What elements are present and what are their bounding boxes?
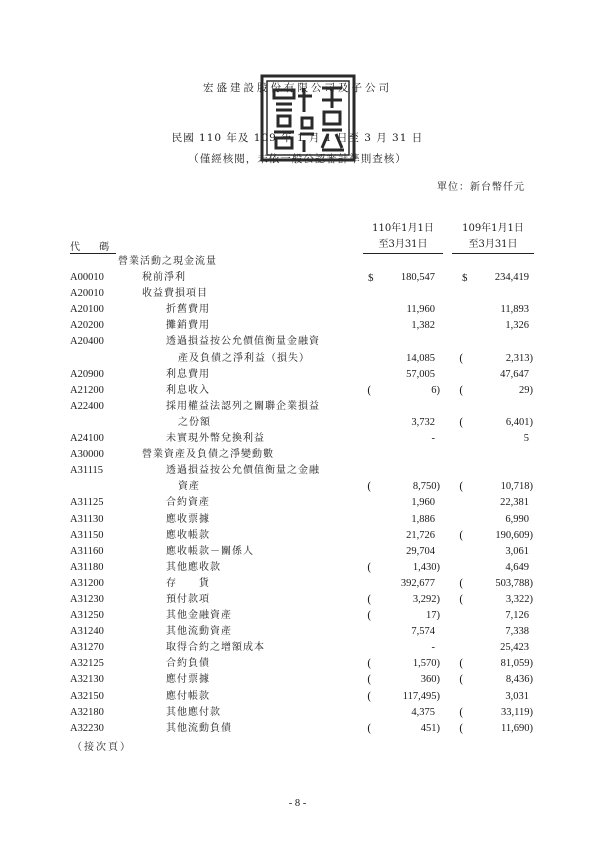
table-row [0,334,595,350]
account-label: 產及負債之淨利益（損失） [178,352,310,364]
negative-paren: ( [367,609,372,623]
account-code: A20010 [70,288,104,300]
negative-paren: ( [459,705,464,719]
account-label: 其他流動負債 [166,722,232,734]
amount-2020: 47,647 [500,368,529,380]
table-row [0,351,595,367]
table-row [0,560,595,576]
account-label: 稅前淨利 [142,272,186,284]
amount-2020: 7,126 [505,610,529,622]
account-code: A31180 [70,561,104,573]
table-row [0,495,595,511]
table-row [0,705,595,721]
table-row [0,302,595,318]
continued-note: （接次頁） [72,742,132,753]
negative-paren: ( [459,592,464,606]
table-row [0,528,595,544]
amount-2020: 8,436) [505,674,533,686]
account-code: A20900 [70,368,104,380]
negative-paren: ( [459,383,464,397]
account-label: 存 貨 [166,577,210,589]
review-note: （僅經核閱，未依一般公認審計準則查核） [188,153,407,165]
page-number: - 8 - [288,798,307,809]
account-code: A31250 [70,610,104,622]
account-code: A30000 [70,449,104,461]
amount-2021: 1,382 [411,320,435,332]
negative-paren: ( [459,721,464,735]
amount-2021: 11,960 [406,304,435,316]
table-row [0,415,595,431]
amount-2021: 3,732 [411,416,435,428]
account-label: 合約負債 [166,658,210,670]
account-code: A31125 [70,497,104,509]
table-row [0,286,595,302]
table-row [0,431,595,447]
column-header-2021-line1: 110年1月1日 [372,223,434,234]
account-label: 應收帳款－關係人 [166,545,254,557]
code-column-header: 代 碼 [70,242,118,253]
amount-2021: 21,726 [406,529,435,541]
column-header-2021 [363,221,443,253]
table-row [0,254,595,270]
account-label: 合約資產 [166,497,210,509]
report-period: 民國 110 年及 109 年 1 月 1 日至 3 月 31 日 [171,132,424,144]
column-header-2021-line2: 至3月31日 [378,239,428,250]
amount-2020: 29) [519,384,533,396]
account-code: A32130 [70,674,104,686]
account-code: A31240 [70,626,104,638]
negative-paren: ( [459,480,464,494]
negative-paren: ( [367,673,372,687]
account-label: 之份額 [178,416,211,428]
amount-2021: 17) [426,610,440,622]
amount-2021: 1,886 [411,513,435,525]
table-row [0,721,595,737]
column-header-2020-line2: 至3月31日 [468,239,518,250]
account-code: A20400 [70,336,104,348]
negative-paren: ( [459,673,464,687]
table-row [0,463,595,479]
account-code: A31130 [70,513,104,525]
account-label: 其他金融資產 [166,610,232,622]
amount-2021: 7,574 [411,626,435,638]
table-row [0,592,595,608]
account-code: A31270 [70,642,104,654]
table-row [0,479,595,495]
amount-2021: 4,375 [411,706,435,718]
amount-2020: 6,990 [505,513,529,525]
negative-paren: ( [459,657,464,671]
currency-unit: 單位：新台幣仟元 [437,182,525,193]
amount-2021: 6) [431,384,440,396]
account-label: 應付帳款 [166,690,210,702]
amount-2020: 11,893 [500,304,529,316]
account-code: A20100 [70,304,104,316]
account-label: 資產 [178,481,200,493]
amount-2020: 10,718) [500,481,533,493]
amount-2021: 180,547 [400,272,435,284]
amount-2021: 392,677 [400,577,435,589]
account-label: 利息收入 [166,384,210,396]
account-label: 攤銷費用 [166,320,210,332]
column-header-2020 [452,221,534,253]
company-seal-stamp [258,72,358,164]
account-label: 應付票據 [166,674,210,686]
amount-2020: 1,326 [505,320,529,332]
table-row [0,576,595,592]
account-code: A22400 [70,400,104,412]
company-name: 宏盛建設股份有限公司及子公司 [203,82,392,94]
account-label: 未實現外幣兌換利益 [166,433,265,445]
account-code: A31160 [70,545,104,557]
amount-2021: 8,750) [412,481,440,493]
table-row [0,608,595,624]
account-label: 應收帳款 [166,529,210,541]
negative-paren: ( [367,657,372,671]
account-code: A31150 [70,529,104,541]
amount-2021: 117,495) [402,690,440,702]
account-label: 營業活動之現金流量 [118,256,217,267]
amount-2020: 3,322) [505,593,533,605]
table-row [0,270,595,286]
account-code: A31230 [70,593,104,605]
table-row [0,383,595,399]
amount-2020: 25,423 [500,642,529,654]
amount-2021: 1,430) [412,561,440,573]
account-code: A32230 [70,722,104,734]
account-code: A00010 [70,272,104,284]
amount-2020: 3,031 [505,690,529,702]
amount-2021: 1,570) [412,658,440,670]
account-code: A32180 [70,706,104,718]
negative-paren: ( [367,721,372,735]
cash-flow-table [0,254,595,737]
negative-paren: ( [367,560,372,574]
account-code: A20200 [70,320,104,332]
negative-paren: ( [459,576,464,590]
account-code: A24100 [70,433,104,445]
amount-2021: 14,085 [406,352,435,364]
amount-2020: 81,059) [500,658,533,670]
account-label: 折舊費用 [166,304,210,316]
negative-paren: ( [367,592,372,606]
account-code: A31200 [70,577,104,589]
amount-2020: 33,119) [501,706,533,718]
amount-2021: 1,960 [411,497,435,509]
amount-2020: 11,690) [501,722,533,734]
negative-paren: ( [459,415,464,429]
table-row [0,447,595,463]
table-row [0,624,595,640]
amount-2020: 2,313) [505,352,533,364]
amount-2020: 22,381 [500,497,529,509]
account-label: 其他流動資產 [166,626,232,638]
account-label: 收益費損項目 [142,288,208,300]
amount-2020: 4,649 [505,561,529,573]
table-row [0,544,595,560]
table-row [0,399,595,415]
account-label: 其他應收款 [166,561,221,573]
table-row [0,689,595,705]
amount-2021: 57,005 [406,368,435,380]
currency-symbol: $ [368,272,374,285]
amount-2021: 29,704 [406,545,435,557]
table-row [0,512,595,528]
account-label: 透過損益按公允價值衡量之金融 [166,465,320,477]
amount-2020: 234,419 [494,272,529,284]
amount-2020: 6,401) [505,416,533,428]
account-label: 營業資產及負債之淨變動數 [142,449,274,461]
amount-2021: 451) [420,722,440,734]
amount-2021: 3,292) [412,593,440,605]
account-code: A21200 [70,384,104,396]
amount-2021: 360) [420,674,440,686]
amount-2021: - [431,642,435,654]
amount-2020: 3,061 [505,545,529,557]
amount-2020: 190,609) [495,529,533,541]
negative-paren: ( [459,351,464,365]
negative-paren: ( [367,689,372,703]
account-label: 透過損益按公允價值衡量金融資 [166,336,320,348]
column-header-2020-line1: 109年1月1日 [462,223,524,234]
account-label: 其他應付款 [166,706,221,718]
account-code: A32125 [70,658,104,670]
account-label: 應收票據 [166,513,210,525]
account-code: A32150 [70,690,104,702]
currency-symbol: $ [462,272,468,285]
amount-2020: 7,338 [505,626,529,638]
account-code: A31115 [70,465,104,477]
table-row [0,367,595,383]
account-label: 預付款項 [166,593,210,605]
amount-2020: 503,788) [495,577,533,589]
table-row [0,656,595,672]
account-label: 利息費用 [166,368,210,380]
table-row [0,318,595,334]
account-label: 採用權益法認列之關聯企業損益 [166,400,320,412]
amount-2021: - [431,433,435,445]
negative-paren: ( [367,383,372,397]
amount-2020: 5 [523,433,529,445]
negative-paren: ( [367,480,372,494]
negative-paren: ( [459,528,464,542]
table-row [0,640,595,656]
table-row [0,672,595,688]
account-label: 取得合約之增額成本 [166,642,265,654]
